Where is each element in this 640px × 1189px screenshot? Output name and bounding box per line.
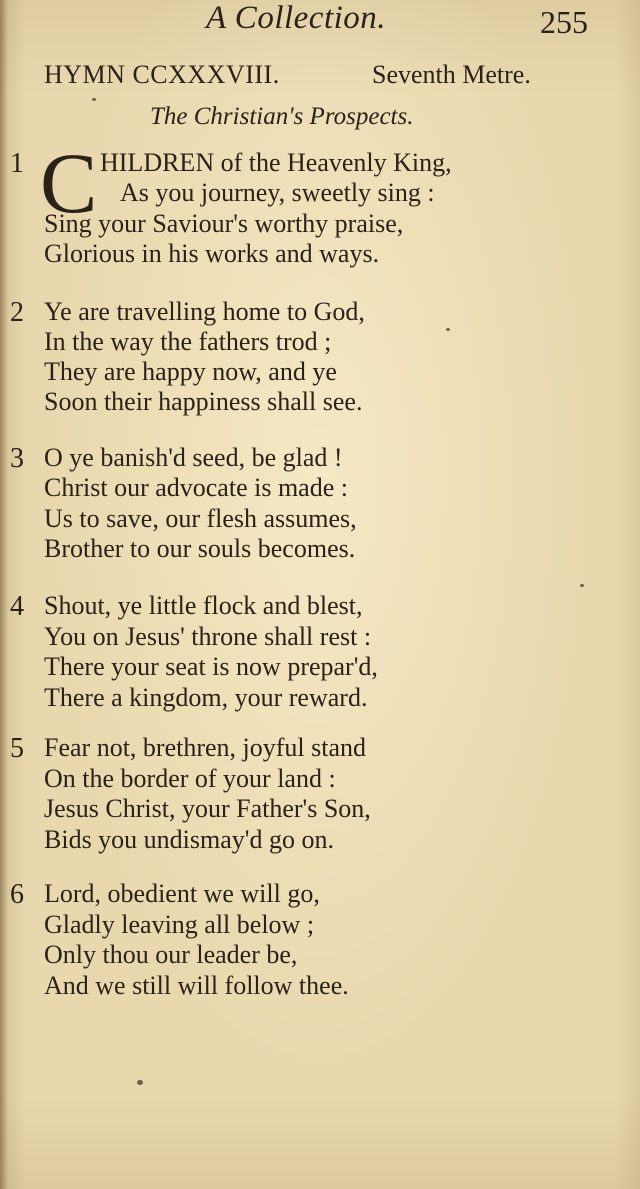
verse-line: You on Jesus' throne shall rest : [44,622,372,651]
verse-line: There a kingdom, your reward. [44,683,368,712]
verse-line: Only thou our leader be, [44,940,298,969]
verse-number: 5 [10,733,24,764]
running-head: A Collection. [206,0,387,36]
verse-line: On the border of your land : [44,764,336,793]
verse-line: Glorious in his works and ways. [44,239,380,268]
verse-line: Sing your Saviour's worthy praise, [44,209,404,238]
verse-line: Jesus Christ, your Father's Son, [44,794,371,823]
hymn-metre: Seventh Metre. [372,60,531,89]
verse-line: In the way the fathers trod ; [44,327,332,356]
verse-number: 2 [10,297,24,328]
verse-line: As you journey, sweetly sing : [120,178,435,207]
verse-number: 6 [10,879,24,910]
paper-speck [446,328,450,331]
verse-line: Us to save, our flesh assumes, [44,504,357,533]
paper-speck [580,584,584,587]
verse-line: HILDREN of the Heavenly King, [100,148,452,177]
verse-line: O ye banish'd seed, be glad ! [44,443,343,472]
verse-line: Ye are travelling home to God, [44,297,365,326]
page-spine-shadow [0,0,8,1189]
verse-number: 3 [10,443,24,474]
verse-line: Gladly leaving all below ; [44,910,315,939]
verse-line: Lord, obedient we will go, [44,879,320,908]
verse-line: Christ our advocate is made : [44,473,348,502]
hymn-title: HYMN CCXXXVIII. [44,60,280,89]
drop-cap: C [40,135,98,231]
verse-line: Bids you undismay'd go on. [44,825,334,854]
verse-line: There your seat is now prepar'd, [44,652,378,681]
verse-line: Shout, ye little flock and blest, [44,591,363,620]
verse-line: They are happy now, and ye [44,357,337,386]
verse-number: 4 [10,591,24,622]
paper-speck [137,1080,143,1085]
verse-line: Brother to our souls becomes. [44,534,356,563]
paper-speck [92,98,96,101]
verse-line: Soon their happiness shall see. [44,387,363,416]
verse-line: Fear not, brethren, joyful stand [44,733,367,762]
page-number: 255 [540,4,588,40]
verse-number: 1 [10,148,24,179]
hymn-subtitle: The Christian's Prospects. [150,103,414,130]
verse-line: And we still will follow thee. [44,971,349,1000]
